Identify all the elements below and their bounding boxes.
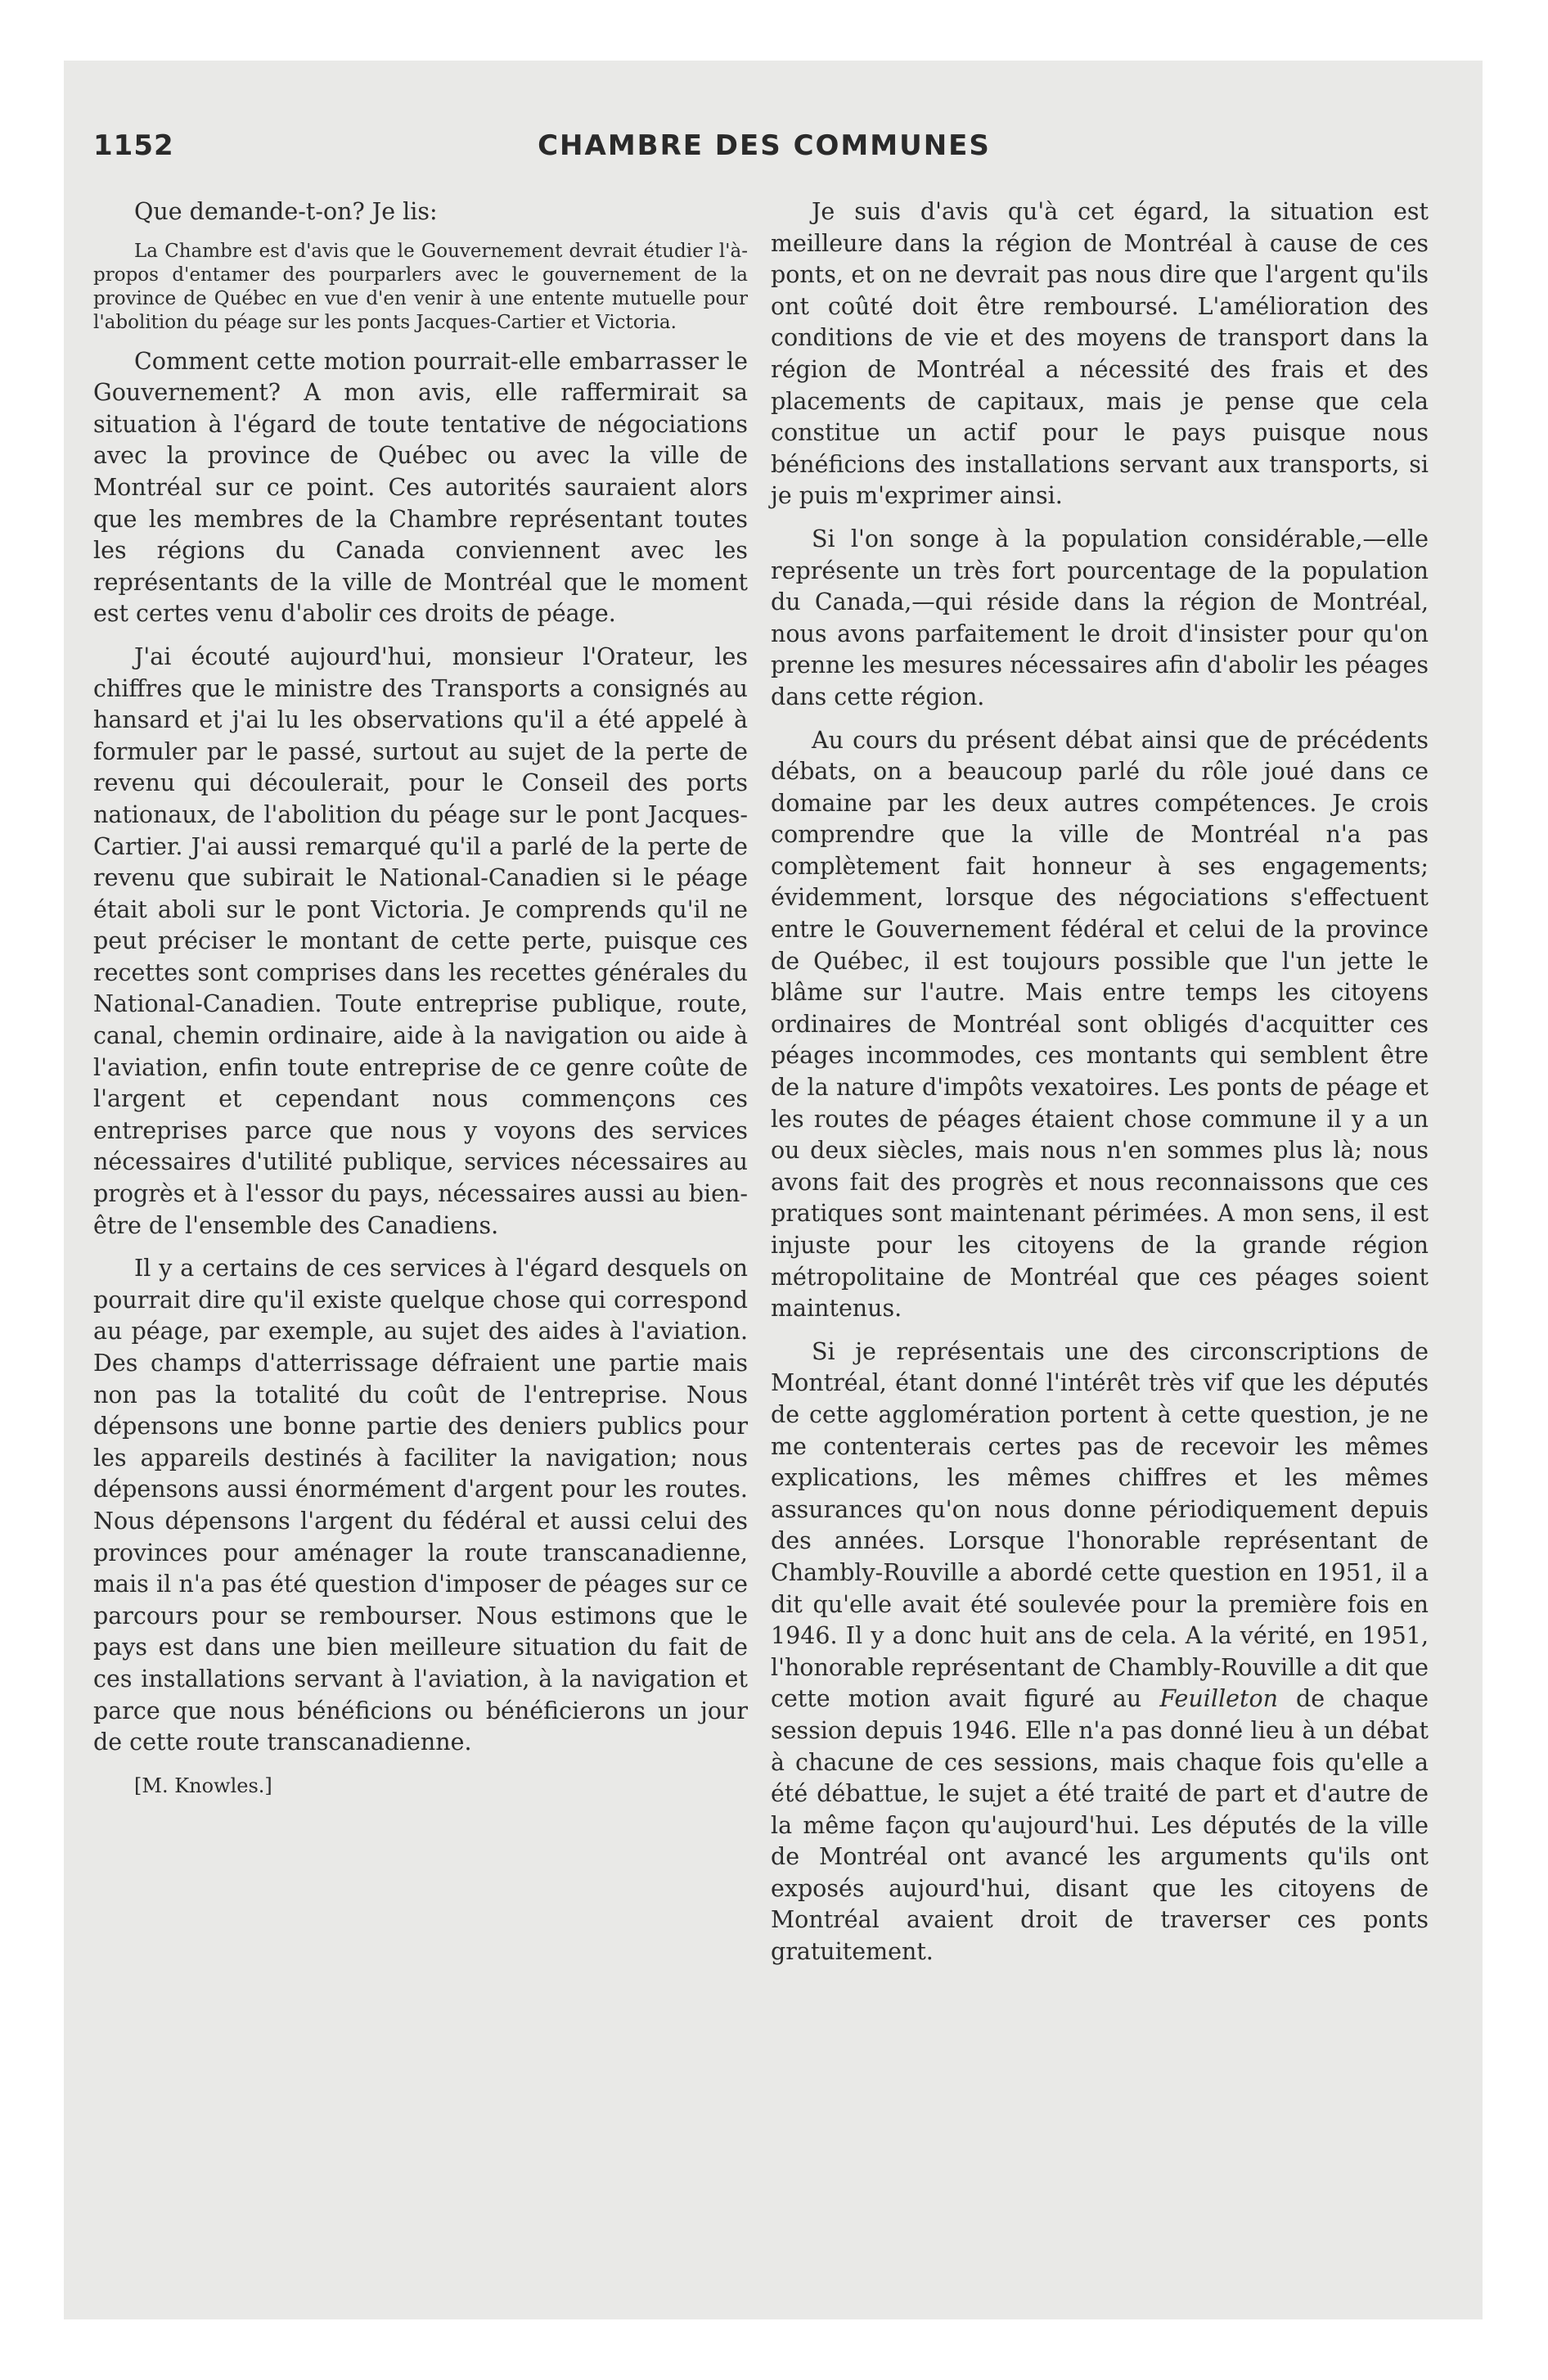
page-number: 1152 xyxy=(93,129,174,162)
paragraph-text: de chaque session depuis 1946. Elle n'a pas donné lieu à un débat à chacune de ces sessions, mais chaque fois qu'elle a été débattue, le sujet a été traité de part et d'autre de la même façon qu'aujourd'hui. Les députés de la ville de Montréal ont avancé les arguments qu'ils ont exposés aujourd'hui, disant que les citoyens de Montréal avaient droit de traverser ces ponts gratuitement. xyxy=(771,1685,1429,1966)
paragraph: Comment cette motion pourrait-elle embarrasser le Gouvernement? A mon avis, elle raffermirait sa situation à l'égard de toute tentative de négociations avec la province de Québec ou avec la ville de Montréal sur ce point. Ces autorités sauraient alors que les membres de la Chambre représentant toutes les régions du Canada conviennent avec les représentants de la ville de Montréal que le moment est certes venu d'abolir ces droits de péage. xyxy=(93,347,748,628)
quoted-motion: La Chambre est d'avis que le Gouvernement devrait étudier l'à-propos d'entamer des pourparlers avec le gouvernement de la province de Québec en vue d'en venir à une entente mutuelle pour l'abolition du péage sur les ponts Jacques-Cartier et Victoria. xyxy=(93,240,748,333)
right-column xyxy=(771,196,1429,1980)
paragraph: Au cours du présent débat ainsi que de précédents débats, on a beaucoup parlé du rôle joué dans ce domaine par les deux autres compétences. Je crois comprendre que la ville de Montréal n'a pas complètement fait honneur à ses engagements; évidemment, lorsque des négociations s'effectuent entre le Gouvernement fédéral et celui de la province de Québec, il est toujours possible que l'un jette le blâme sur l'autre. Mais entre temps les citoyens ordinaires de Montréal sont obligés d'acquitter ces péages incommodes, ces montants qui semblent être de la nature d'impôts vexatoires. Les ponts de péage et les routes de péages étaient chose commune il y a un ou deux siècles, mais nous n'en sommes plus là; nous avons fait des progrès et nous reconnaissons que ces pratiques sont maintenant périmées. A mon sens, il est injuste pour les citoyens de la grande région métropolitaine de Montréal que ces péages soient maintenus. xyxy=(771,726,1429,1323)
page-header xyxy=(93,129,1435,175)
paragraph: Je suis d'avis qu'à cet égard, la situation est meilleure dans la région de Montréal à cause de ces ponts, et on ne devrait pas nous dire que l'argent qu'ils ont coûté doit être remboursé. L'amélioration des conditions de vie et des moyens de transport dans la région de Montréal a nécessité des frais et des placements de capitaux, mais je pense que cela constitue un actif pour le pays puisque nous bénéficions des installations servant aux transports, si je puis m'exprimer ainsi. xyxy=(771,198,1429,510)
left-column xyxy=(93,196,748,1813)
italic-term: Feuilleton xyxy=(1159,1685,1278,1713)
paragraph: J'ai écouté aujourd'hui, monsieur l'Orateur, les chiffres que le ministre des Transports a consignés au hansard et j'ai lu les observations qu'il a été appelé à formuler par le passé, surtout au sujet de la perte de revenu qui découlerait, pour le Conseil des ports nationaux, de l'abolition du péage sur le pont Jacques-Cartier. J'ai aussi remarqué qu'il a parlé de la perte de revenu que subirait le National-Canadien si le péage était aboli sur le pont Victoria. Je comprends qu'il ne peut préciser le montant de cette perte, puisque ces recettes sont comprises dans les recettes générales du National-Canadien. Toute entreprise publique, route, canal, chemin ordinaire, aide à la navigation ou aide à l'aviation, enfin toute entreprise de ce genre coûte de l'argent et cependant nous commençons ces entreprises parce que nous y voyons des services nécessaires d'utilité publique, services nécessaires au progrès et à l'essor du pays, nécessaires aussi au bien-être de l'ensemble des Canadiens. xyxy=(93,642,748,1239)
speaker-signature: [M. Knowles.] xyxy=(134,1774,272,1797)
paragraph: Il y a certains de ces services à l'égard desquels on pourrait dire qu'il existe quelque chose qui correspond au péage, par exemple, au sujet des aides à l'aviation. Des champs d'atterrissage défraient une partie mais non pas la totalité du coût de l'entreprise. Nous dépensons une bonne partie des deniers publics pour les appareils destinés à faciliter la navigation; nous dépensons aussi énormément d'argent pour les routes. Nous dépensons l'argent du fédéral et aussi celui des provinces pour aménager la route transcanadienne, mais il n'a pas été question d'imposer de péages sur ce parcours pour se rembourser. Nous estimons que le pays est dans une bien meilleure situation du fait de ces installations servant à l'aviation, à la navigation et parce que nous bénéficions ou bénéficierons un jour de cette route transcanadienne. xyxy=(93,1255,748,1756)
running-title: CHAMBRE DES COMMUNES xyxy=(538,129,991,162)
paragraph: Que demande-t-on? Je lis: xyxy=(134,198,438,225)
paragraph: Si l'on songe à la population considérable,—elle représente un très fort pourcentage de la population du Canada,—qui réside dans la région de Montréal, nous avons parfaitement le droit d'insister pour qu'on prenne les mesures nécessaires afin d'abolir les péages dans cette région. xyxy=(771,525,1429,710)
paragraph xyxy=(771,1336,1429,1968)
paragraph-text: Si je représentais une des circonscriptions de Montréal, étant donné l'intérêt très vif que les députés de cette agglomération portent à cette question, je ne me contenterais certes pas de recevoir les mêmes explications, les mêmes chiffres et les mêmes assurances qu'on nous donne périodiquement depuis des années. Lorsque l'honorable représentant de Chambly-Rouville a abordé cette question en 1951, il a dit qu'elle avait été soulevée pour la première fois en 1946. Il y a donc huit ans de cela. A la vérité, en 1951, l'honorable représentant de Chambly-Rouville a dit que cette motion avait figuré au xyxy=(771,1337,1429,1713)
